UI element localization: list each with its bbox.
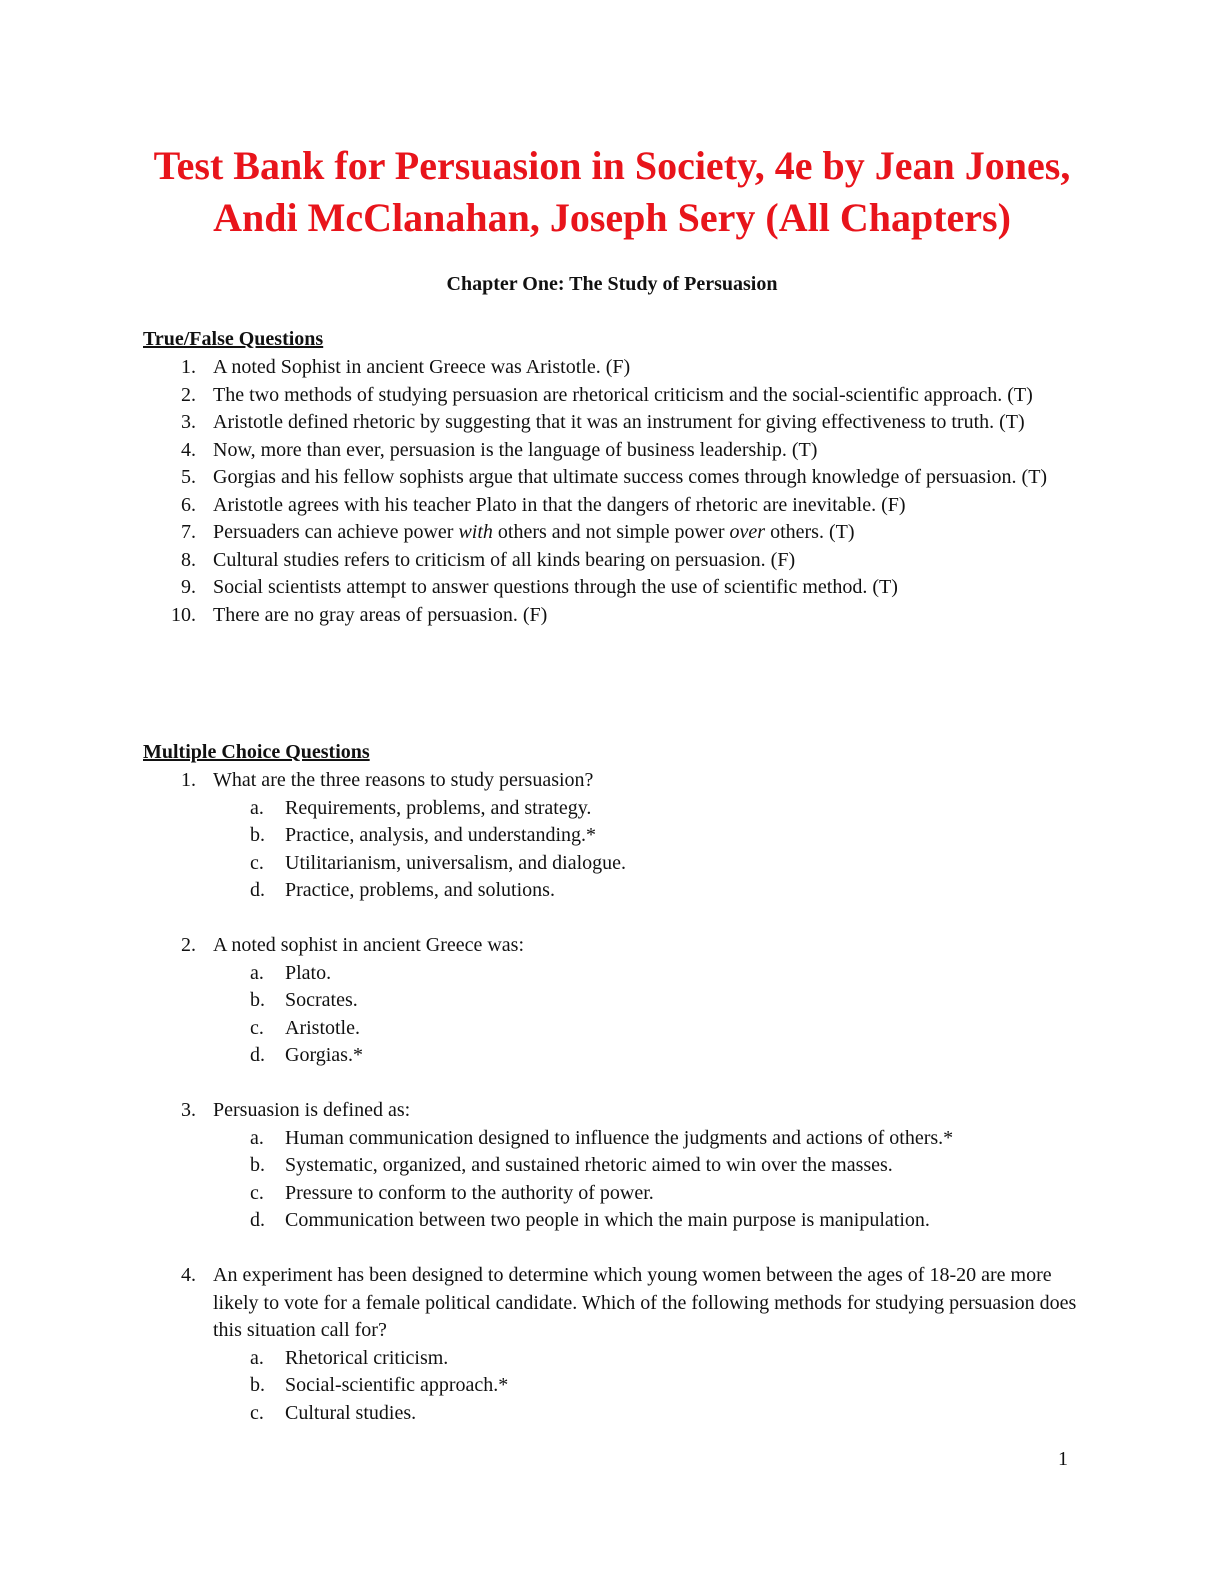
question-text: An experiment has been designed to determine which young women between the ages of 18-20 are more likely to vote for a female political candidate. Which of the following methods for studying persuasion does this situation call for? — [213, 1264, 1077, 1341]
question-text: Aristotle agrees with his teacher Plato in that the dangers of rhetoric are inevitable. (F) — [213, 493, 906, 516]
question-text: Persuasion is defined as: — [213, 1099, 411, 1121]
answer-option — [0, 1042, 1105, 1070]
answer-option — [0, 1015, 1105, 1043]
answer-option — [0, 850, 1105, 878]
true-false-list — [0, 354, 1083, 629]
answer-option — [0, 1180, 1105, 1208]
option-letter: a. — [250, 1346, 264, 1369]
question-text: Now, more than ever, persuasion is the language of business leadership. (T) — [213, 438, 818, 461]
option-letter: c. — [250, 1401, 264, 1424]
answer-options — [0, 960, 1105, 1070]
answer-option — [0, 987, 1105, 1015]
option-letter: c. — [250, 851, 264, 874]
tf-question — [0, 519, 1083, 547]
emphasis-with: with — [458, 521, 493, 543]
option-letter: a. — [250, 961, 264, 984]
answer-option — [0, 1152, 1105, 1180]
option-letter: d. — [250, 1209, 265, 1231]
question-text: Aristotle defined rhetoric by suggesting that it was an instrument for giving effectiveness to truth. (T) — [213, 411, 1025, 433]
emphasis-over: over — [729, 521, 766, 543]
option-text: Rhetorical criticism. — [285, 1346, 449, 1369]
tf-question — [0, 354, 1083, 382]
question-number: 5. — [181, 466, 196, 488]
answer-options — [0, 1345, 1105, 1428]
question-number: 6. — [181, 493, 196, 516]
option-text: Practice, problems, and solutions. — [285, 879, 555, 901]
option-text: Requirements, problems, and strategy. — [285, 796, 592, 819]
question-number: 4. — [181, 438, 196, 461]
option-letter: b. — [250, 1154, 265, 1176]
answer-option — [0, 1400, 1105, 1428]
question-text — [213, 521, 855, 543]
option-letter: c. — [250, 1181, 264, 1204]
answer-options — [0, 1125, 1105, 1235]
question-number: 3. — [181, 1099, 196, 1121]
page-number: 1 — [1058, 1448, 1068, 1470]
question-number: 10. — [171, 603, 196, 626]
option-letter: b. — [250, 989, 265, 1011]
question-text: The two methods of studying persuasion are rhetorical criticism and the social-scientific approach. (T) — [213, 383, 1033, 406]
option-text: Human communication designed to influence the judgments and actions of others.* — [285, 1126, 954, 1149]
tf-question — [0, 437, 1083, 465]
option-text: Social-scientific approach.* — [285, 1374, 509, 1396]
tf-question — [0, 492, 1083, 520]
true-false-heading: True/False Questions — [143, 328, 324, 350]
question-text: A noted Sophist in ancient Greece was Aristotle. (F) — [213, 356, 631, 378]
option-letter: a. — [250, 796, 264, 819]
text-part: Persuaders can achieve power — [213, 521, 459, 543]
tf-question — [0, 464, 1083, 492]
tf-question — [0, 382, 1083, 410]
option-letter: b. — [250, 824, 265, 846]
document-title — [60, 140, 1164, 244]
answer-option — [0, 1207, 1105, 1235]
multiple-choice-heading: Multiple Choice Questions — [143, 741, 370, 763]
answer-option — [0, 1372, 1105, 1400]
option-letter: d. — [250, 879, 265, 901]
text-part: others. (T) — [765, 521, 855, 543]
answer-option — [0, 1125, 1105, 1153]
question-text: Gorgias and his fellow sophists argue that ultimate success comes through knowledge of persuasion. (T) — [213, 466, 1048, 488]
question-number: 8. — [181, 548, 196, 571]
mc-question — [0, 1097, 1105, 1235]
chapter-heading: Chapter One: The Study of Persuasion — [446, 273, 778, 295]
question-text: What are the three reasons to study persuasion? — [213, 769, 594, 791]
question-number: 1. — [181, 356, 196, 378]
title-line-2: Andi McClanahan, Joseph Sery (All Chapters) — [213, 195, 1011, 240]
question-number: 7. — [181, 521, 196, 543]
question-number: 4. — [181, 1264, 196, 1286]
option-text: Pressure to conform to the authority of power. — [285, 1181, 654, 1204]
option-letter: c. — [250, 1016, 264, 1039]
question-text: Social scientists attempt to answer questions through the use of scientific method. (T) — [213, 576, 898, 598]
multiple-choice-list — [0, 767, 1105, 1427]
question-number: 2. — [181, 383, 196, 406]
tf-question — [0, 602, 1083, 630]
option-text: Socrates. — [285, 989, 358, 1011]
option-text: Cultural studies. — [285, 1401, 417, 1424]
tf-question — [0, 409, 1083, 437]
answer-option — [0, 877, 1105, 905]
answer-option — [0, 1345, 1105, 1373]
answer-option — [0, 960, 1105, 988]
mc-question — [0, 1262, 1105, 1427]
question-number: 2. — [181, 934, 196, 956]
title-line-1: Test Bank for Persuasion in Society, 4e by Jean Jones, — [153, 143, 1071, 188]
option-letter: d. — [250, 1044, 265, 1066]
mc-question — [0, 767, 1105, 905]
text-part: others and not simple power — [492, 521, 730, 543]
answer-option — [0, 795, 1105, 823]
mc-question — [0, 932, 1105, 1070]
option-text: Gorgias.* — [285, 1044, 363, 1066]
question-text: There are no gray areas of persuasion. (F) — [213, 603, 548, 626]
question-number: 1. — [181, 769, 196, 791]
option-text: Communication between two people in which the main purpose is manipulation. — [285, 1209, 930, 1231]
option-letter: a. — [250, 1126, 264, 1149]
question-number: 9. — [181, 576, 196, 598]
option-letter: b. — [250, 1374, 265, 1396]
tf-question — [0, 547, 1083, 575]
question-text: Cultural studies refers to criticism of all kinds bearing on persuasion. (F) — [213, 548, 796, 571]
answer-option — [0, 822, 1105, 850]
question-number: 3. — [181, 411, 196, 433]
option-text: Systematic, organized, and sustained rhetoric aimed to win over the masses. — [285, 1154, 893, 1176]
option-text: Plato. — [285, 961, 332, 984]
question-text: A noted sophist in ancient Greece was: — [213, 934, 525, 956]
tf-question — [0, 574, 1083, 602]
option-text: Aristotle. — [285, 1016, 360, 1039]
option-text: Utilitarianism, universalism, and dialogue. — [285, 851, 627, 874]
option-text: Practice, analysis, and understanding.* — [285, 824, 597, 846]
answer-options — [0, 795, 1105, 905]
